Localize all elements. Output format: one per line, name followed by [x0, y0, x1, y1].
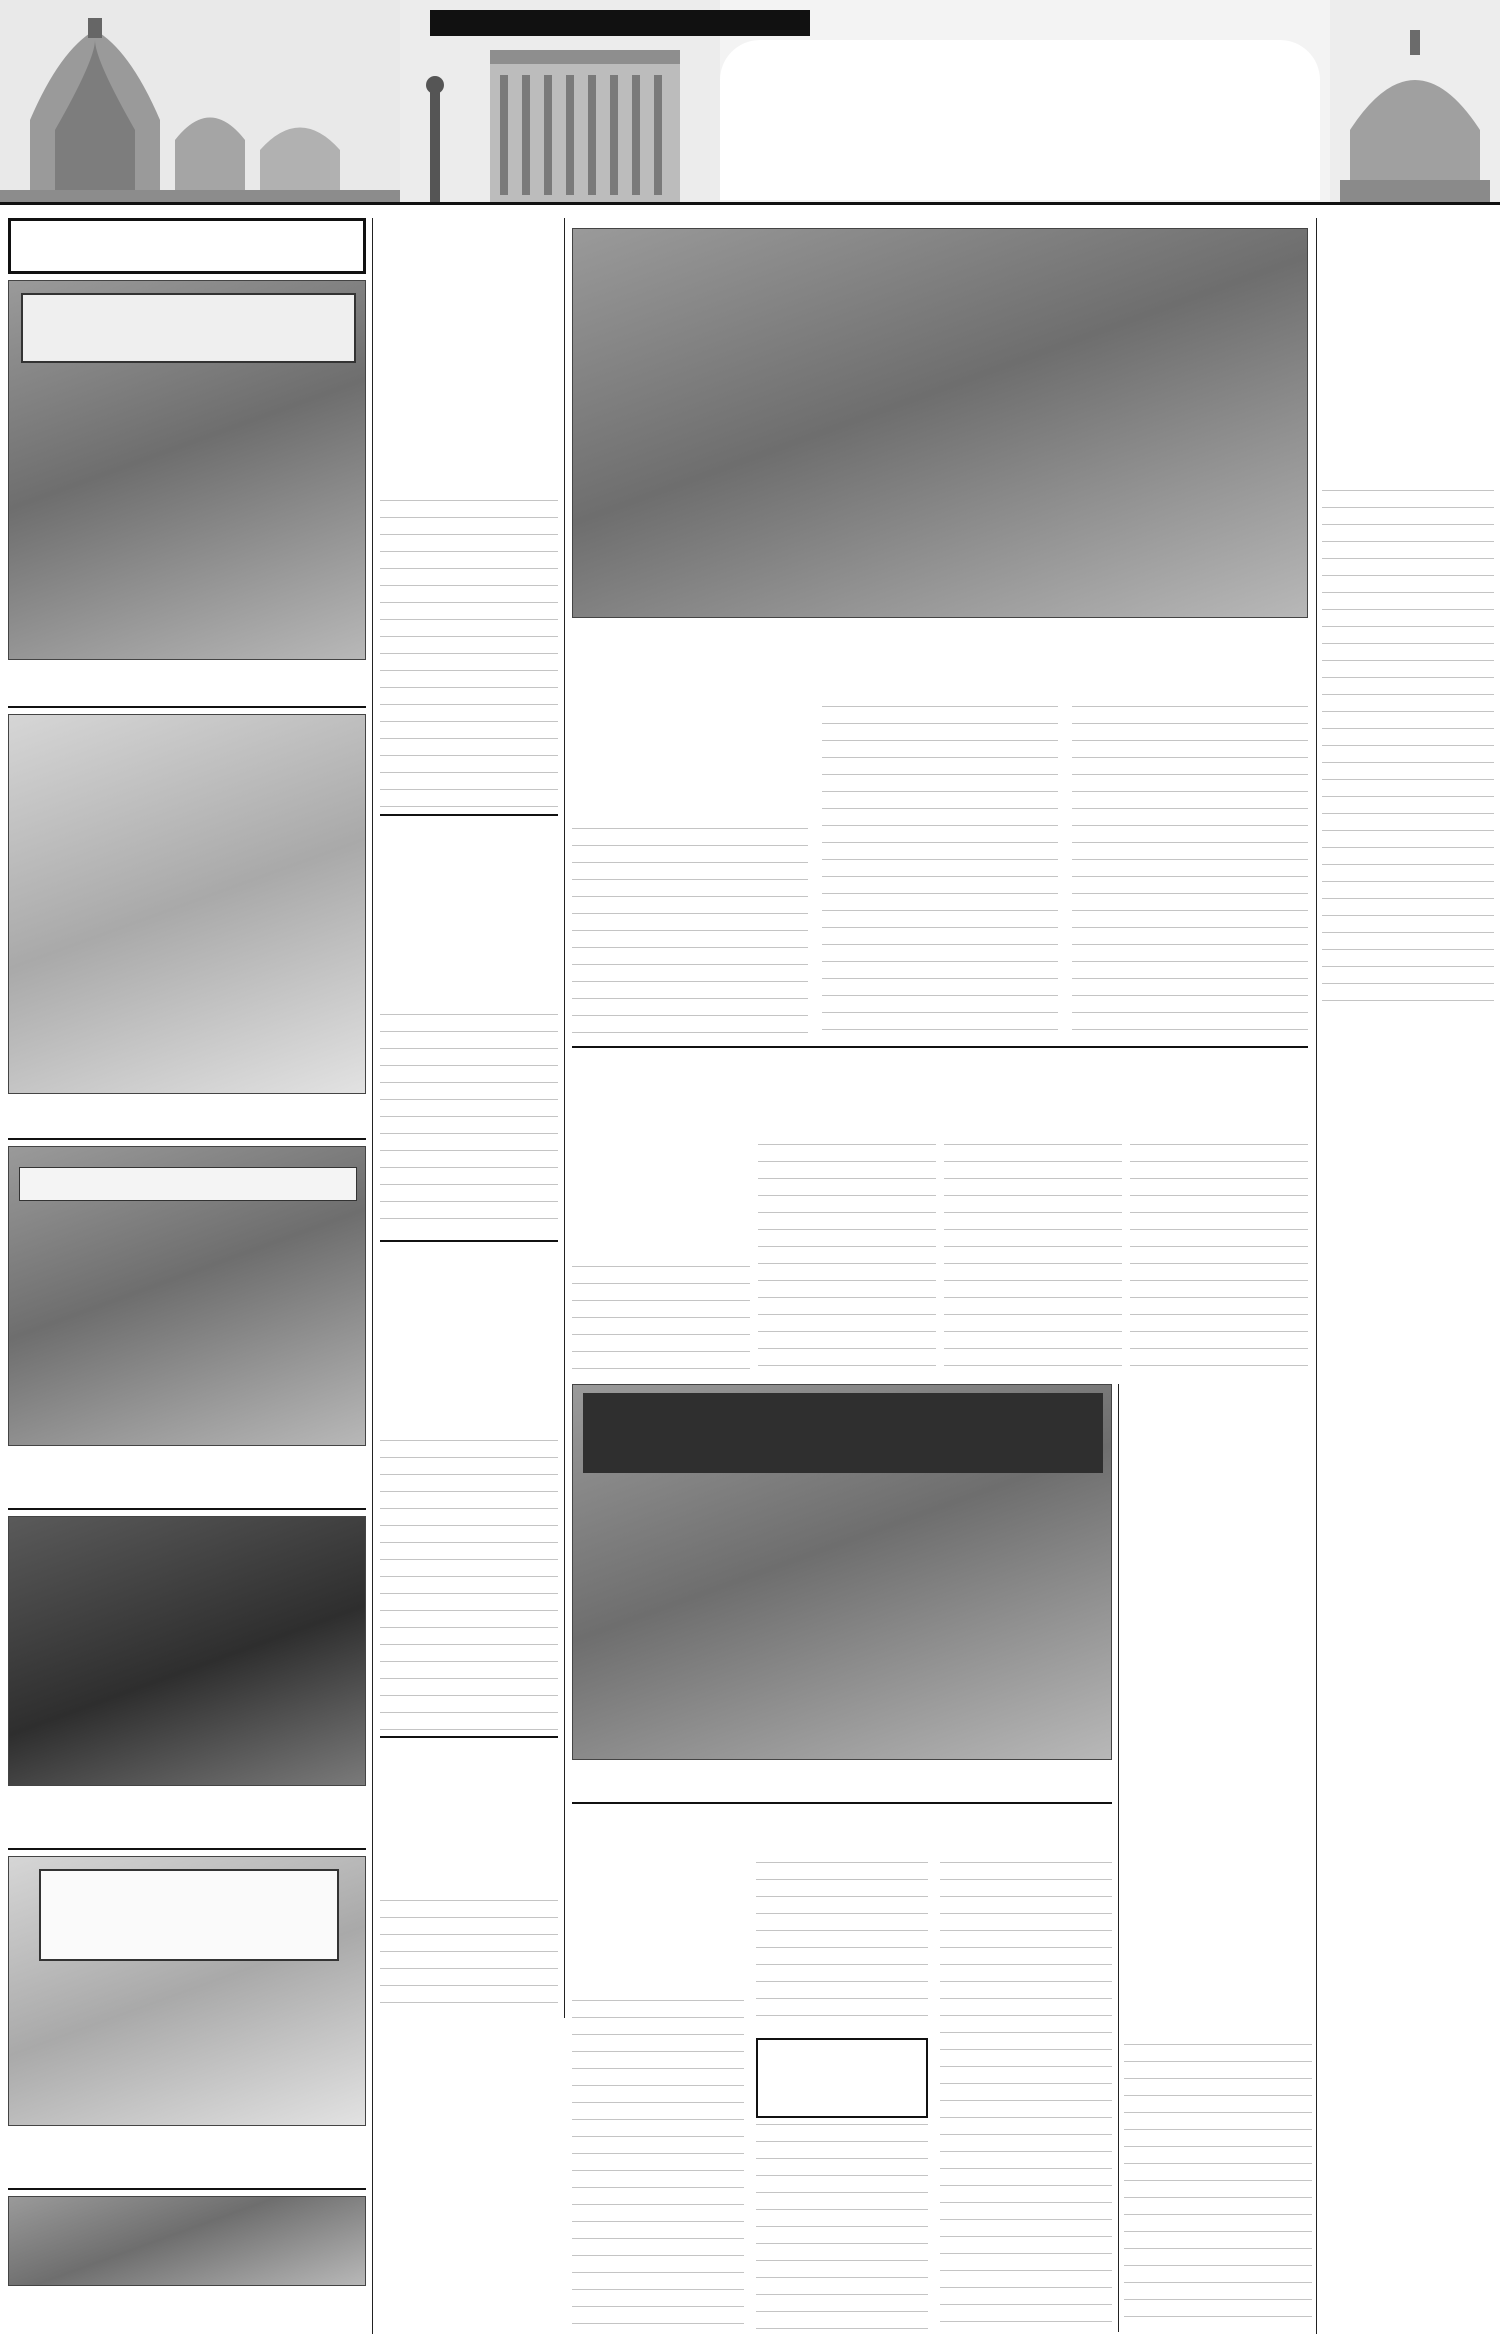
story-body	[380, 892, 558, 1012]
column-rule	[1316, 218, 1317, 2334]
divider	[8, 1138, 366, 1140]
second-story	[572, 1144, 1308, 1380]
photo-caption	[8, 2290, 366, 2330]
story-body-continuation	[1322, 490, 1494, 1010]
dateline	[430, 10, 810, 36]
delegation-photo	[8, 714, 366, 1094]
photo-caption	[8, 1790, 366, 1844]
story-body-continuation	[572, 2000, 744, 2330]
dengue-banner	[39, 1869, 339, 1961]
effigy-burning-photo	[8, 1516, 366, 1786]
story-headline	[380, 1246, 558, 1318]
news-column-2-lower	[380, 1440, 558, 2020]
story-body-continuation	[822, 706, 1058, 1038]
news-column-2	[380, 218, 558, 1440]
story-body	[572, 706, 808, 826]
masthead-subtitle	[1000, 138, 1280, 196]
dome-illustration	[1330, 0, 1500, 205]
divider	[572, 1046, 1308, 1048]
divider	[380, 814, 558, 816]
story-headline	[380, 822, 558, 888]
story-kicker	[1322, 222, 1494, 276]
bottom-story	[572, 1862, 1112, 2332]
hospital-inspection-photo	[572, 228, 1308, 618]
divider	[380, 1240, 558, 1242]
story-body	[1322, 368, 1494, 488]
column-rule	[564, 218, 565, 2018]
divider	[8, 1508, 366, 1510]
story-body-continuation	[380, 1014, 558, 1234]
story-headline	[380, 1742, 558, 1806]
divider	[380, 1736, 558, 1738]
divider	[8, 2188, 366, 2190]
story-body-continuation	[380, 1900, 558, 2018]
protest-photo	[8, 280, 366, 660]
chanting-photo	[8, 2196, 366, 2286]
temple-illustration	[0, 0, 420, 205]
masthead-title	[720, 52, 1320, 152]
photo-caption	[8, 1098, 366, 1134]
story-body-continuation	[940, 1862, 1112, 2330]
story-body-continuation	[756, 1862, 928, 2032]
story-headline	[1322, 280, 1494, 364]
story-body-continuation	[572, 1266, 750, 1376]
event-backdrop	[583, 1393, 1103, 1473]
story-headline	[380, 222, 558, 372]
story-body-continuation	[1130, 1144, 1308, 1376]
column-rule	[1118, 1384, 1119, 2332]
photo-news-column	[8, 218, 366, 2334]
story-body	[1124, 1940, 1312, 2042]
story-body-continuation	[380, 1440, 558, 1730]
story-body	[380, 378, 558, 498]
story-body	[572, 1144, 750, 1264]
story-body-continuation	[1124, 2044, 1312, 2332]
seminar-photo	[8, 1146, 366, 1446]
divider	[8, 706, 366, 708]
main-story	[572, 706, 1308, 1046]
photo-caption	[8, 1450, 366, 1504]
photo-caption	[572, 1764, 1112, 1800]
photo-caption	[8, 666, 366, 702]
story-body	[572, 1862, 744, 1998]
seminar-banner	[19, 1167, 357, 1201]
photo-caption	[572, 622, 1308, 642]
story-body-continuation	[758, 1144, 936, 1376]
story-body	[380, 1810, 558, 1898]
story-body-continuation	[572, 828, 808, 1038]
story-body-continuation	[756, 2124, 928, 2330]
main-headline	[572, 644, 1308, 704]
story-body-continuation	[944, 1144, 1122, 1376]
right-news-column	[1322, 218, 1494, 1378]
story-body-continuation	[380, 500, 558, 808]
sub-headline-box	[756, 2038, 928, 2118]
masthead	[0, 0, 1500, 205]
workshop-photo	[8, 1856, 366, 2126]
photo-news-banner	[8, 218, 366, 274]
divider	[8, 1848, 366, 1850]
bottom-headline	[572, 1808, 1072, 1858]
protest-sign	[21, 293, 356, 363]
side-headline	[1124, 1808, 1312, 1934]
story-kicker	[572, 1052, 1308, 1080]
photo-caption	[8, 2130, 366, 2184]
story-body	[380, 1322, 558, 1438]
second-headline	[572, 1082, 1308, 1140]
column-rule	[372, 218, 373, 2334]
story-body-continuation	[1072, 706, 1308, 1038]
divider	[572, 1802, 1112, 1804]
lamp-lighting-photo	[572, 1384, 1112, 1760]
